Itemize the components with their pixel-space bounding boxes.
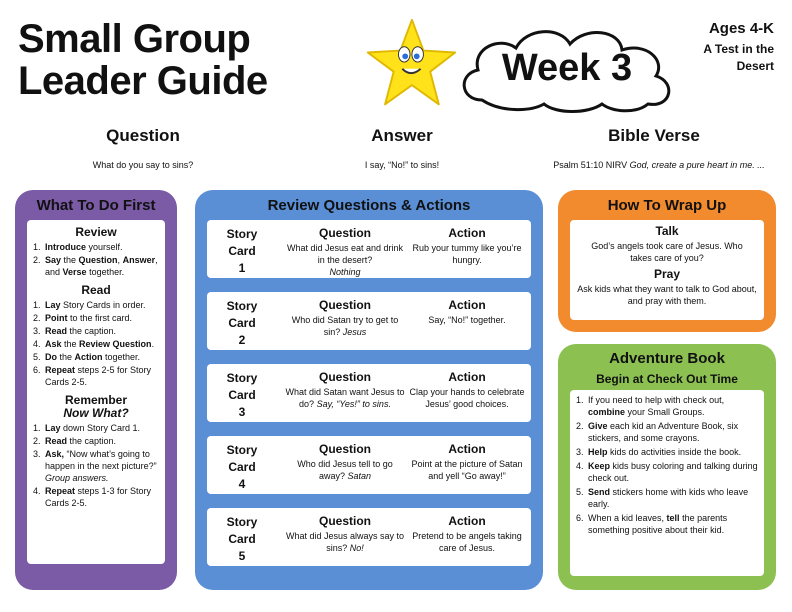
list-item: 3. Ask, “Now what’s going to happen in the next picture?” Group answers. [33,449,157,483]
question-heading: Question [106,126,180,145]
verse-reference: Psalm 51:10 NIRV [553,160,630,170]
remember-steps [33,422,159,509]
panel-title: How To Wrap Up [607,197,727,214]
list-item: 2. Give each kid an Adventure Book, six stickers, and some crayons. [576,421,739,443]
list-item: 1. Lay Story Cards in order. [33,300,146,310]
list-item: 2. Say the Question, Answer, and Verse together. [33,255,158,277]
age-and-lesson [703,20,774,75]
review-question: Who did Jesus tell to go away? Satan [297,459,393,481]
action-col-heading: Action [448,370,486,384]
action-col-heading: Action [448,226,486,240]
verse-quote: God, create a pure heart in me. ... [629,160,765,170]
pray-text: Ask kids what they want to talk to God about, and pray with them. [577,284,757,306]
page-title [18,18,268,102]
talk-text: God’s angels took care of Jesus. Who takes care of you? [591,241,743,263]
question-col-heading: Question [318,370,371,384]
review-question: What did Satan want Jesus to do? Say, “Yes!” to sins. [285,387,405,409]
lesson-title-line-1: A Test in the [703,42,774,56]
verse-text [524,160,792,170]
age-range: Ages 4-K [708,20,774,37]
verse-heading: Bible Verse [608,126,700,145]
review-action: Pretend to be angels taking care of Jesus. [412,531,522,553]
question-text: What do you say to sins? [92,160,194,170]
panel-body [570,220,764,320]
list-item: 5. Do the Action together. [33,352,141,362]
list-item: 6. When a kid leaves, tell the parents something positive about their kid. [576,513,728,535]
review-question: What did Jesus eat and drink in the desert? Nothing [286,243,404,277]
lesson-title-line-2: Desert [736,59,774,73]
list-item: 4. Ask the Review Question. [33,339,155,349]
answer-text: I say, “No!” to sins! [364,160,440,170]
now-what-heading: Now What? [63,406,129,420]
list-item: 5. Send stickers home with kids who leave early. [576,487,749,509]
list-item: 2. Read the caption. [33,436,117,446]
title-line-2: Leader Guide [18,59,268,103]
story-card-label: Story Card 3 [226,371,258,419]
question-col-heading: Question [318,298,371,312]
list-item: 3. Help kids do activities inside the book. [576,447,742,457]
remember-heading: Remember [64,393,128,407]
story-card-row-5 [207,508,531,566]
review-question: Who did Satan try to get to sin? Jesus [291,315,399,337]
panel-subtitle: Begin at Check Out Time [596,372,738,386]
what-to-do-first-panel [15,190,177,590]
question-col-heading: Question [318,442,371,456]
panel-title: Review Questions & Actions [267,197,471,214]
story-card-row-3 [207,364,531,422]
panel-body [27,220,165,564]
list-item: 4. Keep kids busy coloring and talking during check out. [576,461,758,483]
how-to-wrap-up-panel [558,190,776,332]
list-item: 1. Lay down Story Card 1. [33,423,141,433]
read-heading: Read [81,283,111,297]
story-card-label: Story Card 1 [226,227,258,275]
list-item: 1. Introduce yourself. [33,242,123,252]
review-action: Clap your hands to celebrate Jesus’ good choices. [409,387,525,409]
story-card-row-1 [207,220,531,278]
story-card-row-4 [207,436,531,494]
review-steps [33,241,159,278]
answer-heading: Answer [371,126,433,145]
star-mascot-icon [362,16,458,112]
list-item: 6. Repeat steps 2-5 for Story Cards 2-5. [33,365,152,387]
action-col-heading: Action [448,514,486,528]
panel-body [570,390,764,576]
title-line-1: Small Group [18,17,251,61]
review-action: Say, “No!” together. [428,315,506,325]
adventure-steps [576,394,758,536]
panel-title: Adventure Book [609,350,725,367]
list-item: 2. Point to the first card. [33,313,133,323]
review-action: Rub your tummy like you’re hungry. [412,243,522,265]
list-item: 4. Repeat steps 1-3 for Story Cards 2-5. [33,486,152,508]
story-card-label: Story Card 2 [226,299,258,347]
story-card-label: Story Card 5 [226,515,258,563]
question-col-heading: Question [318,514,371,528]
story-card-row-2 [207,292,531,350]
week-label: Week 3 [501,46,633,89]
talk-heading: Talk [655,224,679,238]
panel-title: What To Do First [36,197,156,214]
review-action: Point at the picture of Satan and yell “Go away!” [411,459,523,481]
story-card-label: Story Card 4 [226,443,258,491]
review-questions-panel [195,190,543,590]
action-col-heading: Action [448,442,486,456]
action-col-heading: Action [448,298,486,312]
review-heading: Review [75,225,117,239]
question-col-heading: Question [318,226,371,240]
adventure-book-panel [558,344,776,590]
review-question: What did Jesus always say to sins? No! [285,531,405,553]
read-steps [33,299,159,388]
list-item: 3. Read the caption. [33,326,117,336]
pray-heading: Pray [653,267,681,281]
list-item: 1. If you need to help with check out, combine your Small Groups. [576,395,725,417]
